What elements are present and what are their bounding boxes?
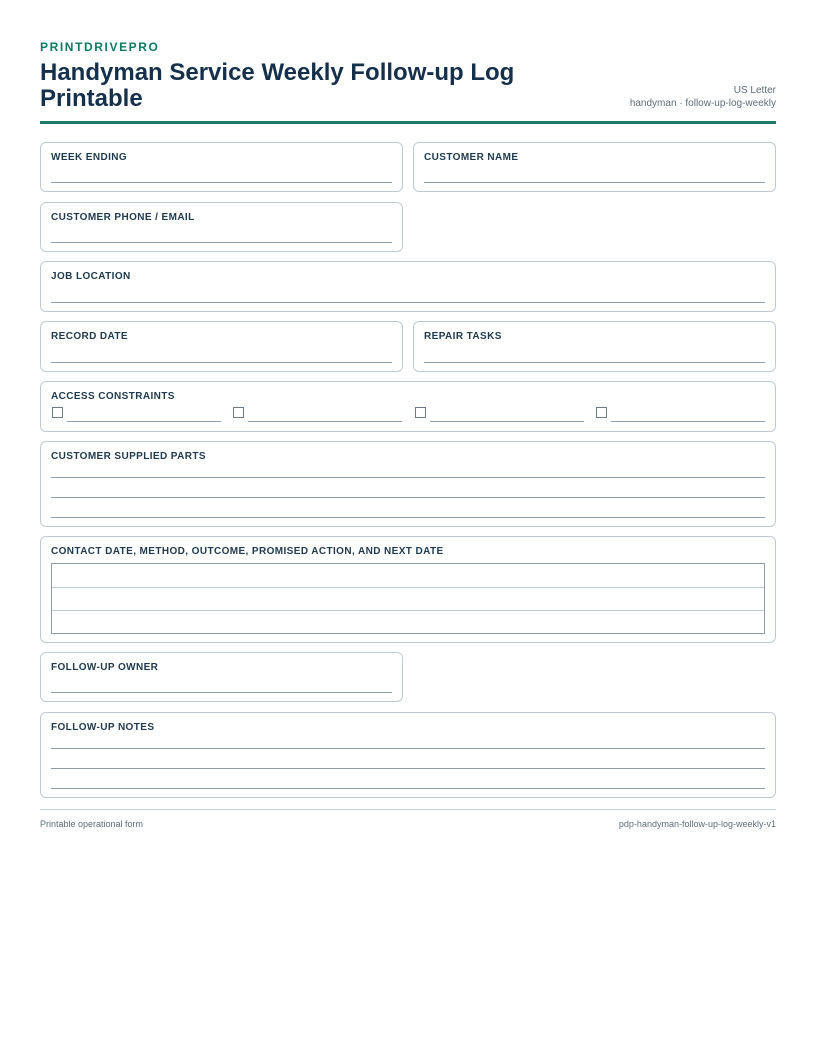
contact-log-table[interactable]: [51, 563, 765, 634]
repair-tasks-field[interactable]: [413, 321, 776, 372]
parts-line-1[interactable]: [51, 477, 765, 478]
week-ending-line[interactable]: [51, 182, 392, 183]
page-meta: [630, 84, 776, 110]
access-checkbox-1[interactable]: [52, 407, 63, 418]
customer-name-label: CUSTOMER NAME: [424, 152, 519, 163]
paper-size: US Letter: [733, 85, 776, 96]
record-date-field[interactable]: [40, 321, 403, 372]
header-rule: [40, 121, 776, 124]
notes-line-3[interactable]: [51, 788, 765, 789]
customer-contact-line[interactable]: [51, 242, 392, 243]
footer-left-text: Printable operational form: [40, 819, 144, 829]
access-option-line-4[interactable]: [611, 421, 765, 422]
contact-log-label: CONTACT DATE, METHOD, OUTCOME, PROMISED ACTION, AND NEXT DATE: [51, 546, 444, 557]
access-option-line-2[interactable]: [248, 421, 402, 422]
followup-notes-field[interactable]: [40, 712, 776, 798]
contact-log-section: [40, 536, 776, 643]
followup-owner-line[interactable]: [51, 692, 392, 693]
access-constraints-field: [40, 381, 776, 432]
followup-owner-label: FOLLOW-UP OWNER: [51, 662, 159, 673]
repair-tasks-label: REPAIR TASKS: [424, 331, 502, 342]
record-date-label: RECORD DATE: [51, 331, 128, 342]
access-option-line-3[interactable]: [430, 421, 584, 422]
access-option-line-1[interactable]: [67, 421, 221, 422]
footer-rule: [40, 809, 776, 810]
customer-contact-label: CUSTOMER PHONE / EMAIL: [51, 212, 195, 223]
form-slug: handyman · follow-up-log-weekly: [629, 98, 776, 109]
access-checkbox-2[interactable]: [233, 407, 244, 418]
notes-line-2[interactable]: [51, 768, 765, 769]
repair-tasks-line[interactable]: [424, 362, 765, 363]
parts-line-3[interactable]: [51, 517, 765, 518]
page-title: Handyman Service Weekly Follow-up Log Printable: [40, 59, 515, 112]
table-row-divider-1: [52, 587, 764, 588]
access-constraints-label: ACCESS CONSTRAINTS: [51, 391, 175, 402]
customer-supplied-parts-label: CUSTOMER SUPPLIED PARTS: [51, 451, 206, 462]
week-ending-label: WEEK ENDING: [51, 152, 128, 163]
week-ending-field[interactable]: [40, 142, 403, 192]
customer-contact-field[interactable]: [40, 202, 403, 252]
job-location-label: JOB LOCATION: [51, 271, 131, 282]
customer-name-field[interactable]: [413, 142, 776, 192]
job-location-line[interactable]: [51, 302, 765, 303]
job-location-field[interactable]: [40, 261, 776, 312]
brand-name: PRINTDRIVEPRO: [40, 40, 160, 54]
access-checkbox-3[interactable]: [415, 407, 426, 418]
record-date-line[interactable]: [51, 362, 392, 363]
access-checkbox-4[interactable]: [596, 407, 607, 418]
followup-notes-label: FOLLOW-UP NOTES: [51, 722, 155, 733]
notes-line-1[interactable]: [51, 748, 765, 749]
table-row-divider-2: [52, 610, 764, 611]
followup-owner-field[interactable]: [40, 652, 403, 702]
customer-name-line[interactable]: [424, 182, 765, 183]
customer-supplied-parts-field[interactable]: [40, 441, 776, 527]
parts-line-2[interactable]: [51, 497, 765, 498]
footer-form-id: pdp-handyman-follow-up-log-weekly-v1: [618, 819, 776, 829]
